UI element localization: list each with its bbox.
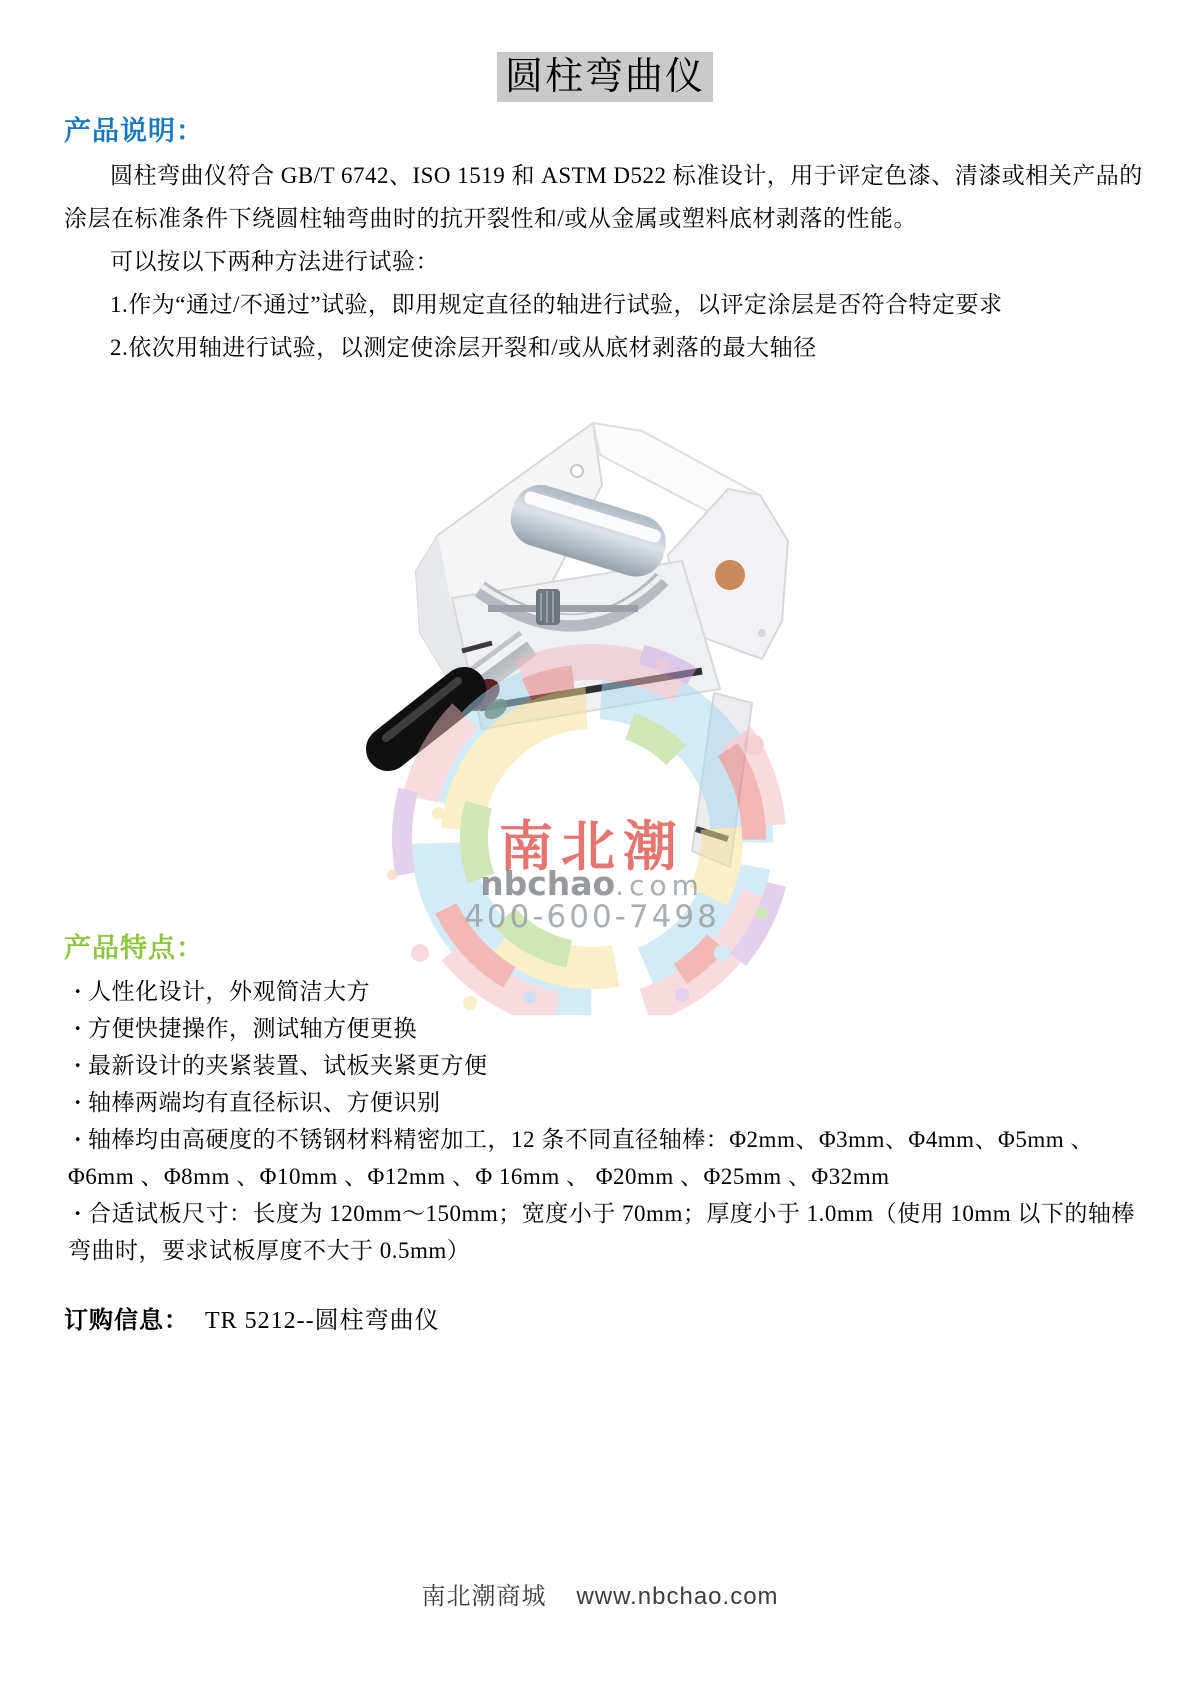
ordering-label: 订购信息： xyxy=(64,1308,189,1334)
ordering-value: TR 5212--圆柱弯曲仪 xyxy=(205,1308,440,1334)
feature-text: 人性化设计，外观简洁大方 xyxy=(88,979,370,1004)
section-description xyxy=(64,114,1146,369)
description-heading: 产品说明： xyxy=(64,116,204,146)
bullet-dot: · xyxy=(73,1090,83,1115)
section-features xyxy=(64,931,1146,1269)
watermark-phone: 400-600-7498 xyxy=(464,899,720,935)
bullet-dot: · xyxy=(73,1016,83,1041)
features-list xyxy=(64,973,1146,1269)
feature-item xyxy=(64,1084,1146,1121)
feature-item xyxy=(64,1121,1146,1195)
footer-site-name: 南北潮商城 xyxy=(421,1583,547,1610)
description-paragraph: 1.作为“通过/不通过”试验，即用规定直径的轴进行试验，以评定涂层是否符合特定要求 xyxy=(110,292,1003,317)
feature-text: 轴棒两端均有直径标识、方便识别 xyxy=(88,1090,441,1115)
description-paragraph: 2.依次用轴进行试验，以测定使涂层开裂和/或从底材剥落的最大轴径 xyxy=(110,335,817,360)
features-heading: 产品特点： xyxy=(64,933,204,963)
watermark-domain: nbchao.com xyxy=(480,864,704,903)
page-title: 圆柱弯曲仪 xyxy=(497,52,713,102)
feature-item xyxy=(64,1010,1146,1047)
page-footer xyxy=(0,1576,1200,1611)
feature-text: 方便快捷操作，测试轴方便更换 xyxy=(88,1016,417,1041)
watermark-brand: 南北潮 xyxy=(499,817,685,877)
description-paragraph: 可以按以下两种方法进行试验： xyxy=(110,249,439,274)
bullet-dot: · xyxy=(73,1053,83,1078)
bullet-dot: · xyxy=(73,1127,83,1152)
feature-text: 轴棒均由高硬度的不锈钢材料精密加工，12 条不同直径轴棒：Φ2mm、Φ3mm、Φ4mm、Φ5mm 、Φ6mm 、Φ8mm 、Φ10mm 、Φ12mm 、Φ 16mm 、 Φ20mm 、Φ25mm 、Φ32mm xyxy=(68,1127,1094,1189)
feature-item xyxy=(64,1047,1146,1084)
title-row xyxy=(64,0,1146,102)
ordering-info xyxy=(64,1305,1146,1337)
bullet-dot: · xyxy=(73,979,83,1004)
description-paragraph: 圆柱弯曲仪符合 GB/T 6742、ISO 1519 和 ASTM D522 标准设计，用于评定色漆、清漆或相关产品的涂层在标准条件下绕圆柱轴弯曲时的抗开裂性和/或从金属或塑料底材剥落的性能。 xyxy=(64,163,1143,231)
feature-text: 最新设计的夹紧装置、试板夹紧更方便 xyxy=(88,1053,488,1078)
feature-item xyxy=(64,1195,1146,1269)
feature-text: 合适试板尺寸：长度为 120mm～150mm；宽度小于 70mm；厚度小于 1.0mm（使用 10mm 以下的轴棒弯曲时，要求试板厚度不大于 0.5mm） xyxy=(68,1201,1135,1263)
footer-site-url: www.nbchao.com xyxy=(576,1583,779,1610)
feature-item xyxy=(64,973,1146,1010)
bullet-dot: · xyxy=(73,1201,83,1226)
